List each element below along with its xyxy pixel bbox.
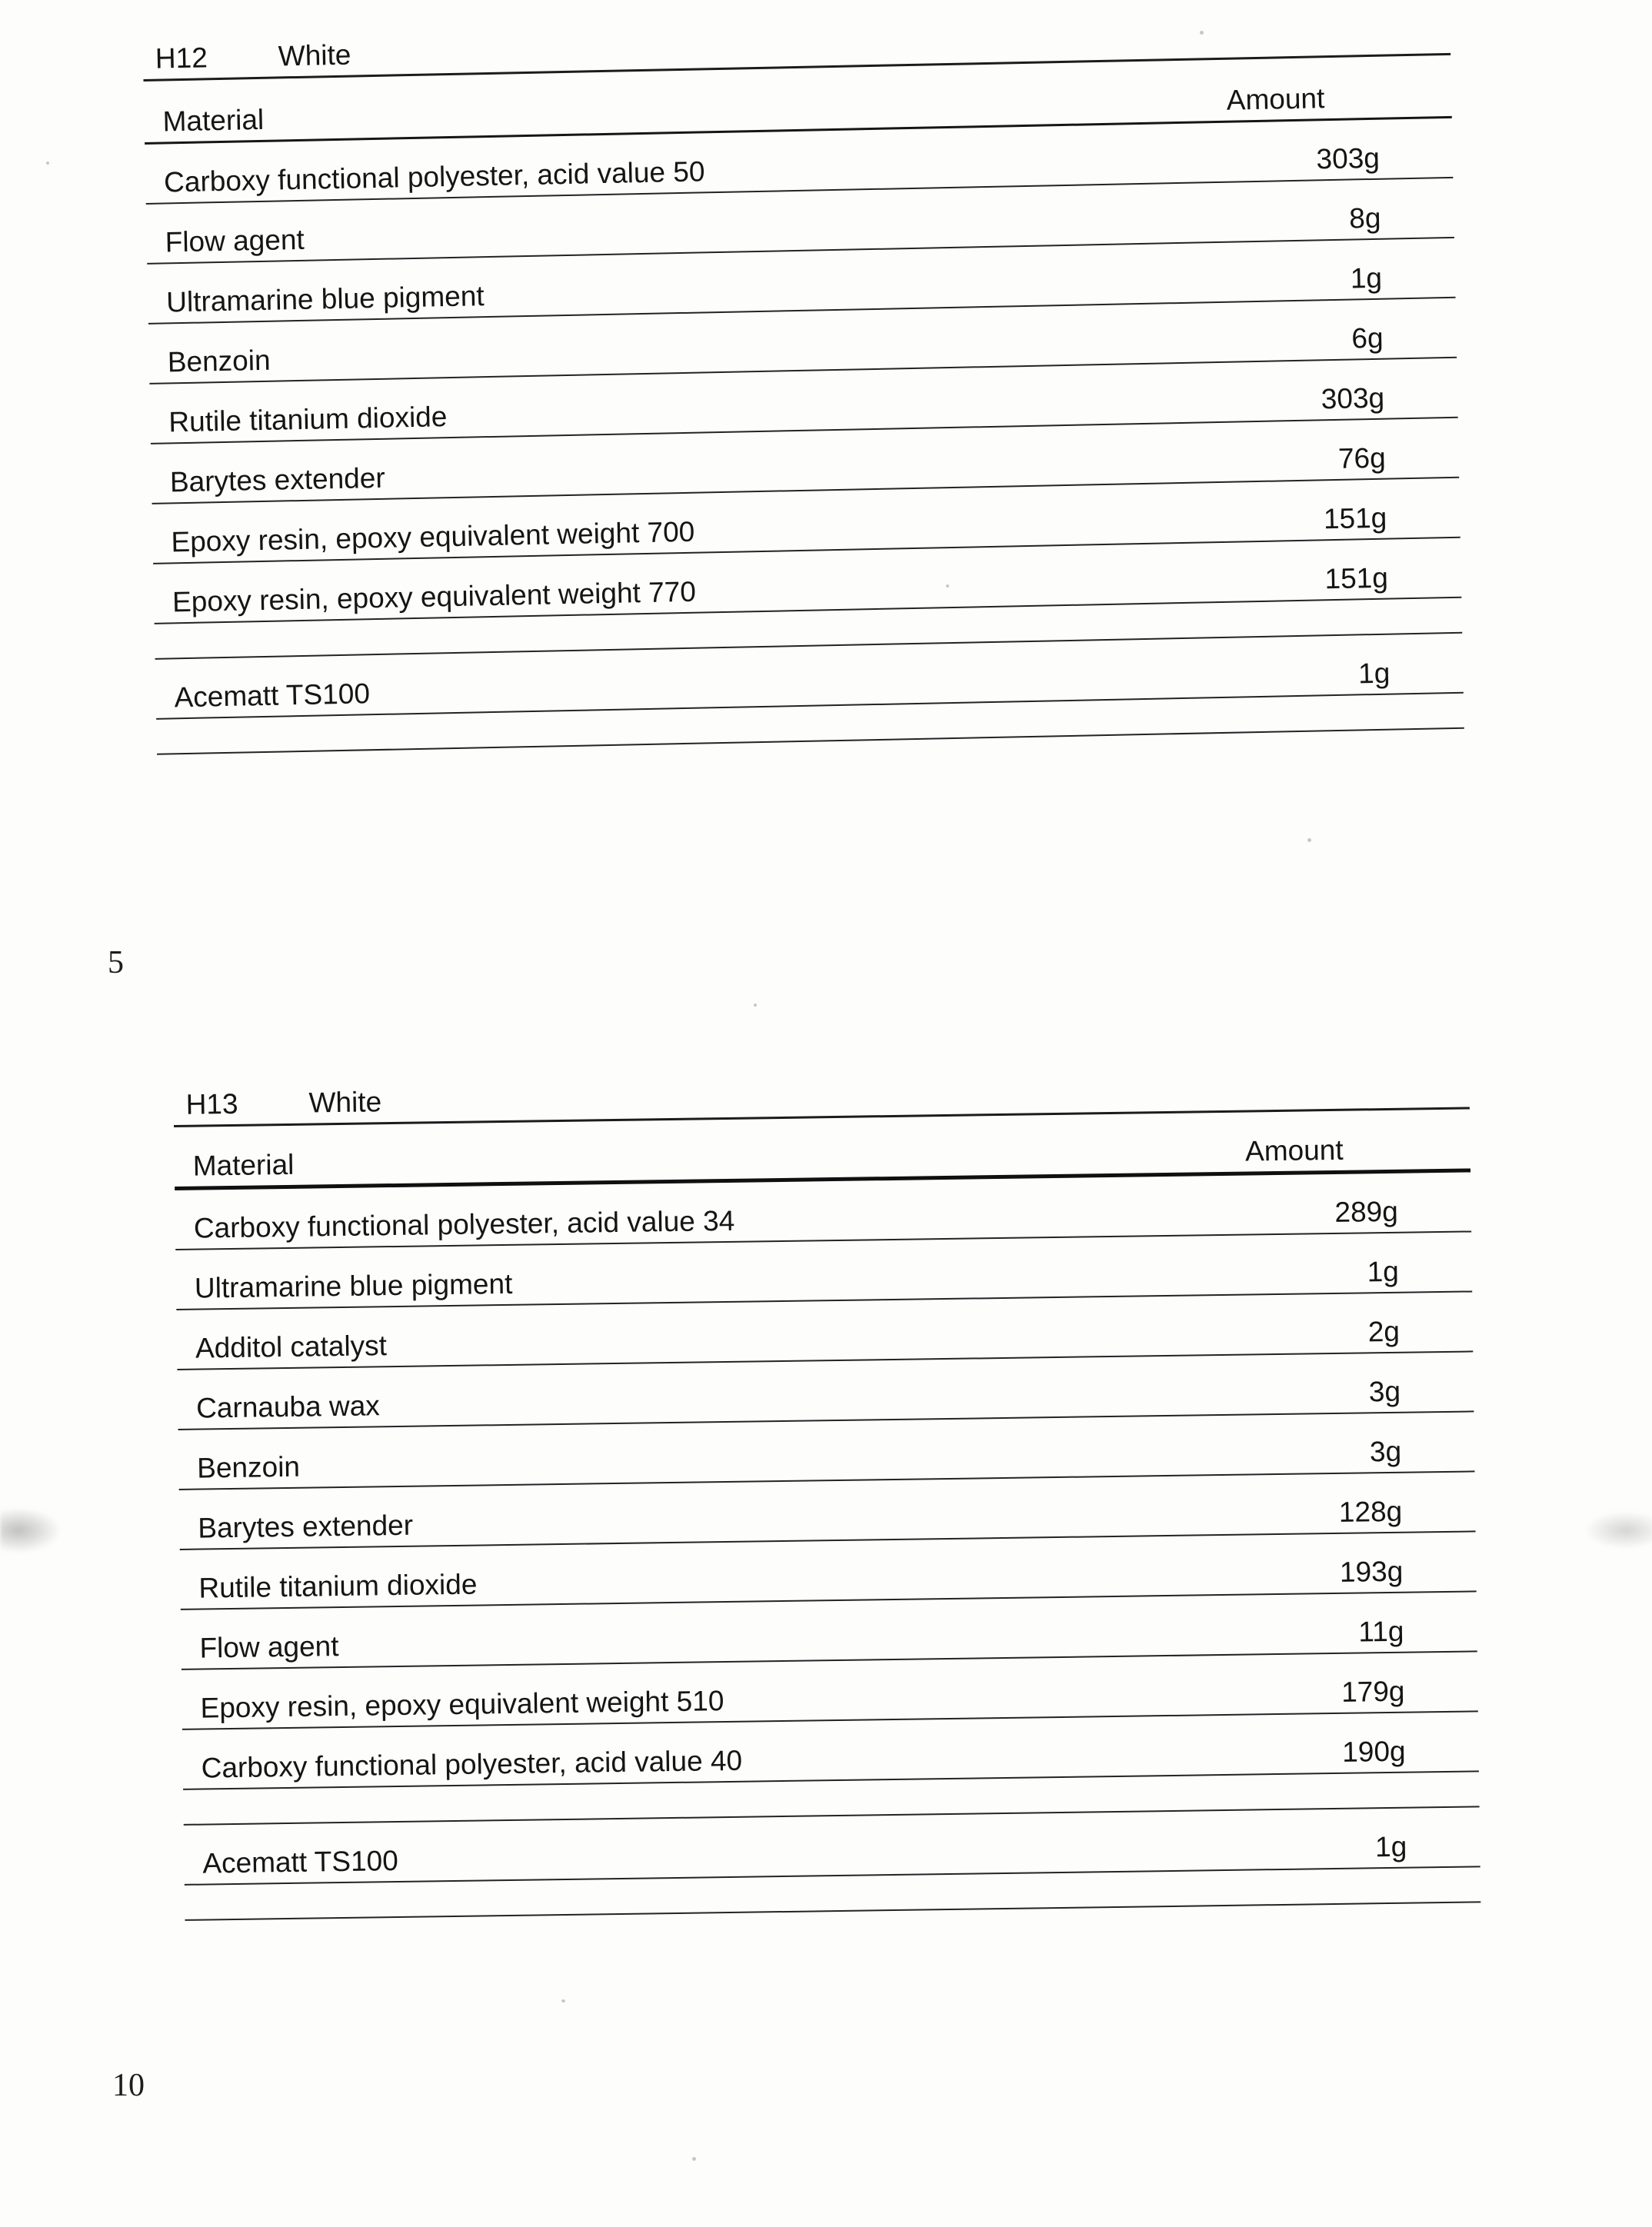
table-color-label: White bbox=[308, 1086, 382, 1119]
amount-cell: 3g bbox=[1368, 1375, 1401, 1408]
amount-cell: 151g bbox=[1324, 561, 1389, 595]
material-cell: Carnauba wax bbox=[195, 1390, 381, 1424]
material-cell: Carboxy functional polyester, acid value 40 bbox=[201, 1744, 743, 1784]
scan-smudge bbox=[1584, 1511, 1652, 1550]
material-cell: Carboxy functional polyester, acid value 50 bbox=[163, 155, 705, 198]
amount-cell: 303g bbox=[1321, 381, 1385, 415]
column-header-amount: Amount bbox=[1226, 82, 1325, 116]
column-header-material: Material bbox=[192, 1148, 295, 1182]
amount-cell: 1g bbox=[1367, 1255, 1400, 1288]
amount-cell: 289g bbox=[1334, 1195, 1399, 1229]
amount-cell: 2g bbox=[1367, 1315, 1401, 1348]
material-cell: Benzoin bbox=[196, 1450, 301, 1484]
material-cell: Flow agent bbox=[165, 223, 305, 258]
material-cell: Epoxy resin, epoxy equivalent weight 770 bbox=[172, 575, 697, 618]
material-cell: Barytes extender bbox=[169, 461, 386, 498]
scan-noise-speckle bbox=[754, 1004, 757, 1007]
material-cell: Barytes extender bbox=[198, 1509, 414, 1544]
material-cell: Flow agent bbox=[199, 1630, 339, 1664]
scan-smudge bbox=[0, 1507, 62, 1553]
amount-cell: 1g bbox=[1357, 657, 1391, 690]
scan-noise-speckle bbox=[946, 584, 949, 588]
amount-cell: 1g bbox=[1350, 261, 1383, 295]
material-cell: Rutile titanium dioxide bbox=[198, 1568, 478, 1604]
material-cell: Rutile titanium dioxide bbox=[168, 401, 448, 438]
amount-cell: 1g bbox=[1374, 1830, 1407, 1863]
column-header-amount: Amount bbox=[1244, 1133, 1344, 1167]
scan-noise-speckle bbox=[1200, 31, 1204, 35]
amount-cell bbox=[1145, 1801, 1480, 1806]
amount-cell: 179g bbox=[1341, 1675, 1405, 1709]
scan-noise-speckle bbox=[46, 161, 49, 165]
amount-cell: 303g bbox=[1316, 141, 1381, 175]
amount-cell: 151g bbox=[1323, 501, 1387, 535]
margin-line-number: 5 bbox=[108, 945, 124, 980]
material-cell: Acematt TS100 bbox=[202, 1845, 399, 1879]
column-header-material: Material bbox=[162, 104, 265, 138]
material-cell: Acematt TS100 bbox=[174, 677, 371, 714]
amount-cell: 128g bbox=[1338, 1495, 1403, 1529]
margin-line-number: 10 bbox=[112, 2068, 145, 2103]
material-cell bbox=[185, 1901, 1146, 1914]
amount-cell: 193g bbox=[1339, 1555, 1404, 1589]
material-cell: Epoxy resin, epoxy equivalent weight 510 bbox=[200, 1685, 724, 1724]
amount-cell: 8g bbox=[1348, 201, 1381, 235]
amount-cell: 3g bbox=[1369, 1435, 1402, 1468]
amount-cell: 6g bbox=[1351, 321, 1384, 355]
material-cell: Additol catalyst bbox=[195, 1330, 388, 1364]
table-id: H12 bbox=[155, 42, 208, 75]
amount-cell bbox=[1130, 723, 1464, 730]
amount-cell bbox=[1127, 627, 1462, 634]
amount-cell: 11g bbox=[1358, 1615, 1404, 1648]
amount-cell bbox=[1146, 1896, 1480, 1901]
material-cell: Epoxy resin, epoxy equivalent weight 700 bbox=[171, 515, 695, 558]
material-cell: Ultramarine blue pigment bbox=[165, 280, 485, 318]
formulation-table-h13 bbox=[173, 1050, 1480, 1920]
scan-noise-speckle bbox=[692, 2157, 696, 2161]
material-cell: Benzoin bbox=[167, 344, 271, 378]
material-cell: Carboxy functional polyester, acid value 34 bbox=[193, 1204, 735, 1244]
table-id: H13 bbox=[185, 1087, 238, 1120]
amount-cell: 76g bbox=[1337, 441, 1387, 475]
scan-noise-speckle bbox=[561, 1999, 565, 2002]
material-cell bbox=[157, 729, 1130, 748]
amount-cell: 190g bbox=[1341, 1735, 1406, 1769]
formulation-table-h12 bbox=[142, 0, 1464, 755]
table-color-label: White bbox=[278, 38, 351, 72]
material-cell: Ultramarine blue pigment bbox=[194, 1268, 513, 1304]
scan-noise-speckle bbox=[1307, 838, 1311, 842]
